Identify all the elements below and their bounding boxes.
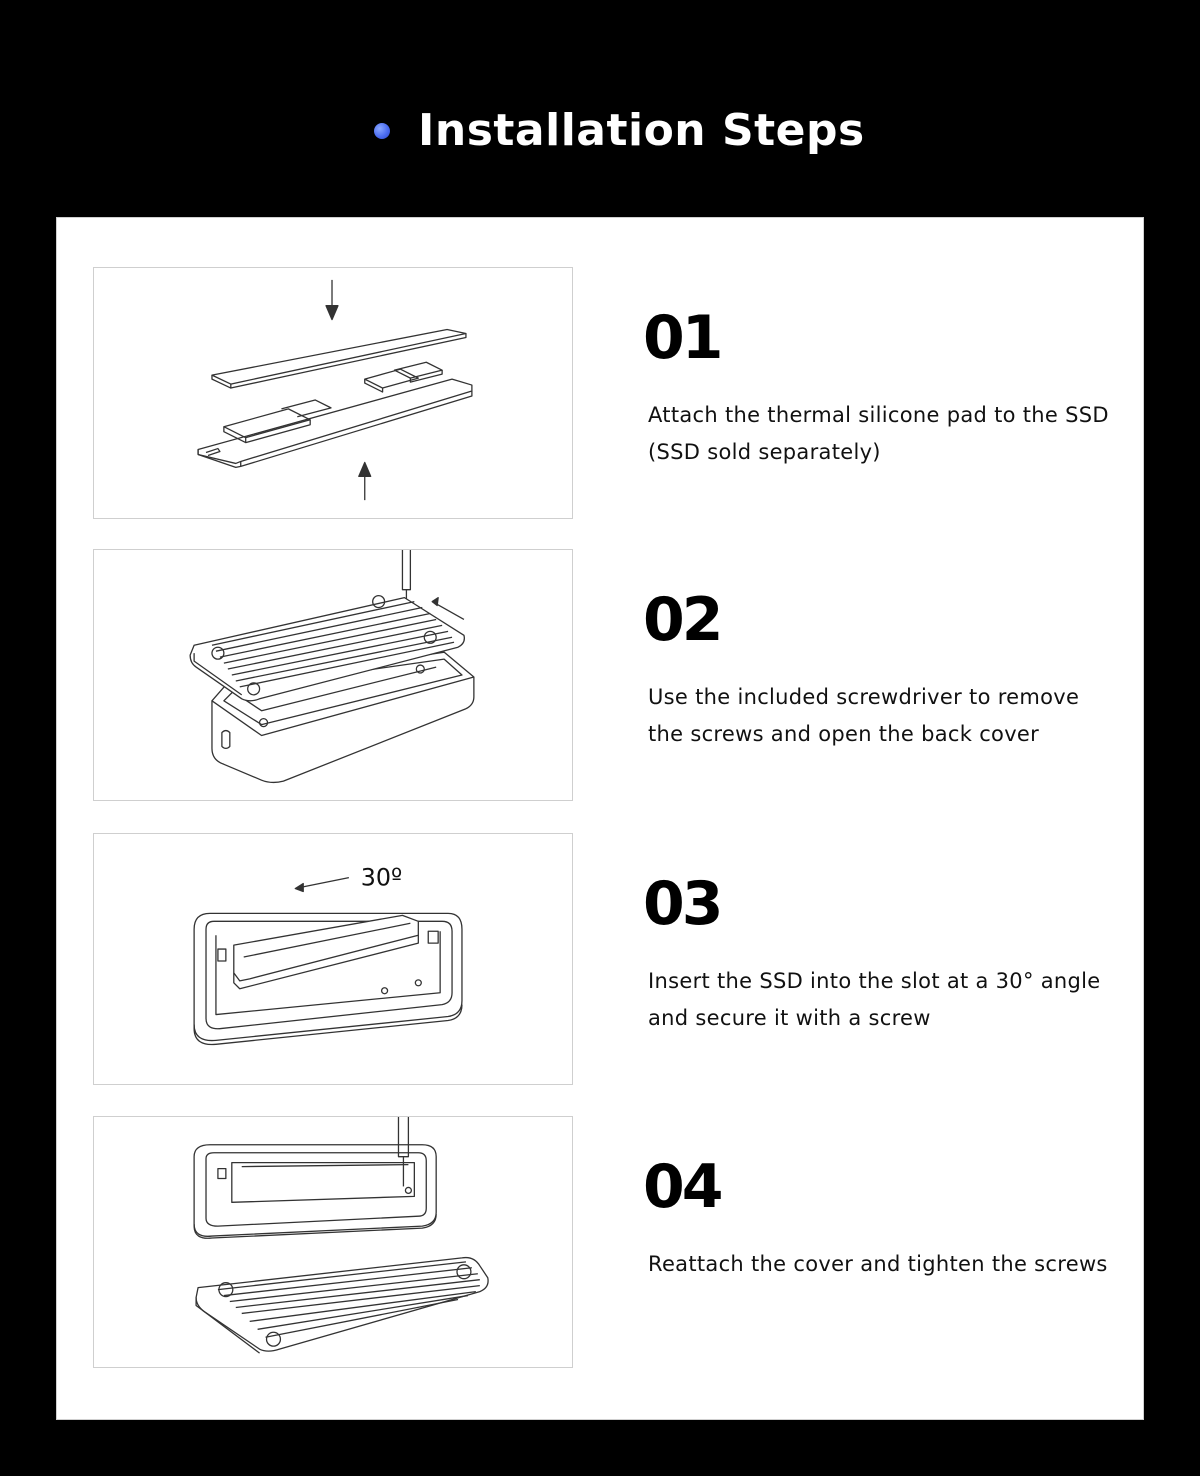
step-1-number: 01 — [643, 303, 721, 373]
step-2-illustration — [93, 549, 573, 801]
page-title: Installation Steps — [418, 105, 865, 156]
step-2 — [57, 549, 1145, 803]
step-1 — [57, 267, 1145, 521]
step-2-description: Use the included screwdriver to remove the screws and open the back cover — [648, 685, 1080, 746]
step-3-number: 03 — [643, 869, 721, 939]
thermal-pad-icon — [212, 330, 466, 389]
angle-arrow-icon — [295, 878, 349, 892]
up-arrow-icon — [359, 462, 371, 500]
step-2-number: 02 — [643, 585, 721, 655]
step-4 — [57, 1116, 1145, 1370]
enclosure-base-icon — [194, 1145, 436, 1239]
step-1-illustration — [93, 267, 573, 519]
step-3-illustration — [93, 833, 573, 1085]
pointer-arrow-icon — [432, 598, 464, 620]
angle-label: 30º — [360, 863, 403, 892]
ribbed-cover-icon — [196, 1258, 488, 1354]
step-4-number: 04 — [643, 1152, 721, 1222]
header — [0, 0, 1200, 216]
step-4-illustration — [93, 1116, 573, 1368]
step-4-description: Reattach the cover and tighten the screws — [648, 1252, 1108, 1276]
steps-panel — [56, 217, 1144, 1420]
bullet-dot-icon — [374, 123, 390, 139]
down-arrow-icon — [326, 280, 338, 320]
step-3 — [57, 833, 1145, 1087]
step-3-description: Insert the SSD into the slot at a 30° angle and secure it with a screw — [648, 969, 1101, 1030]
step-1-description: Attach the thermal silicone pad to the SSD (SSD sold separately) — [648, 403, 1109, 464]
